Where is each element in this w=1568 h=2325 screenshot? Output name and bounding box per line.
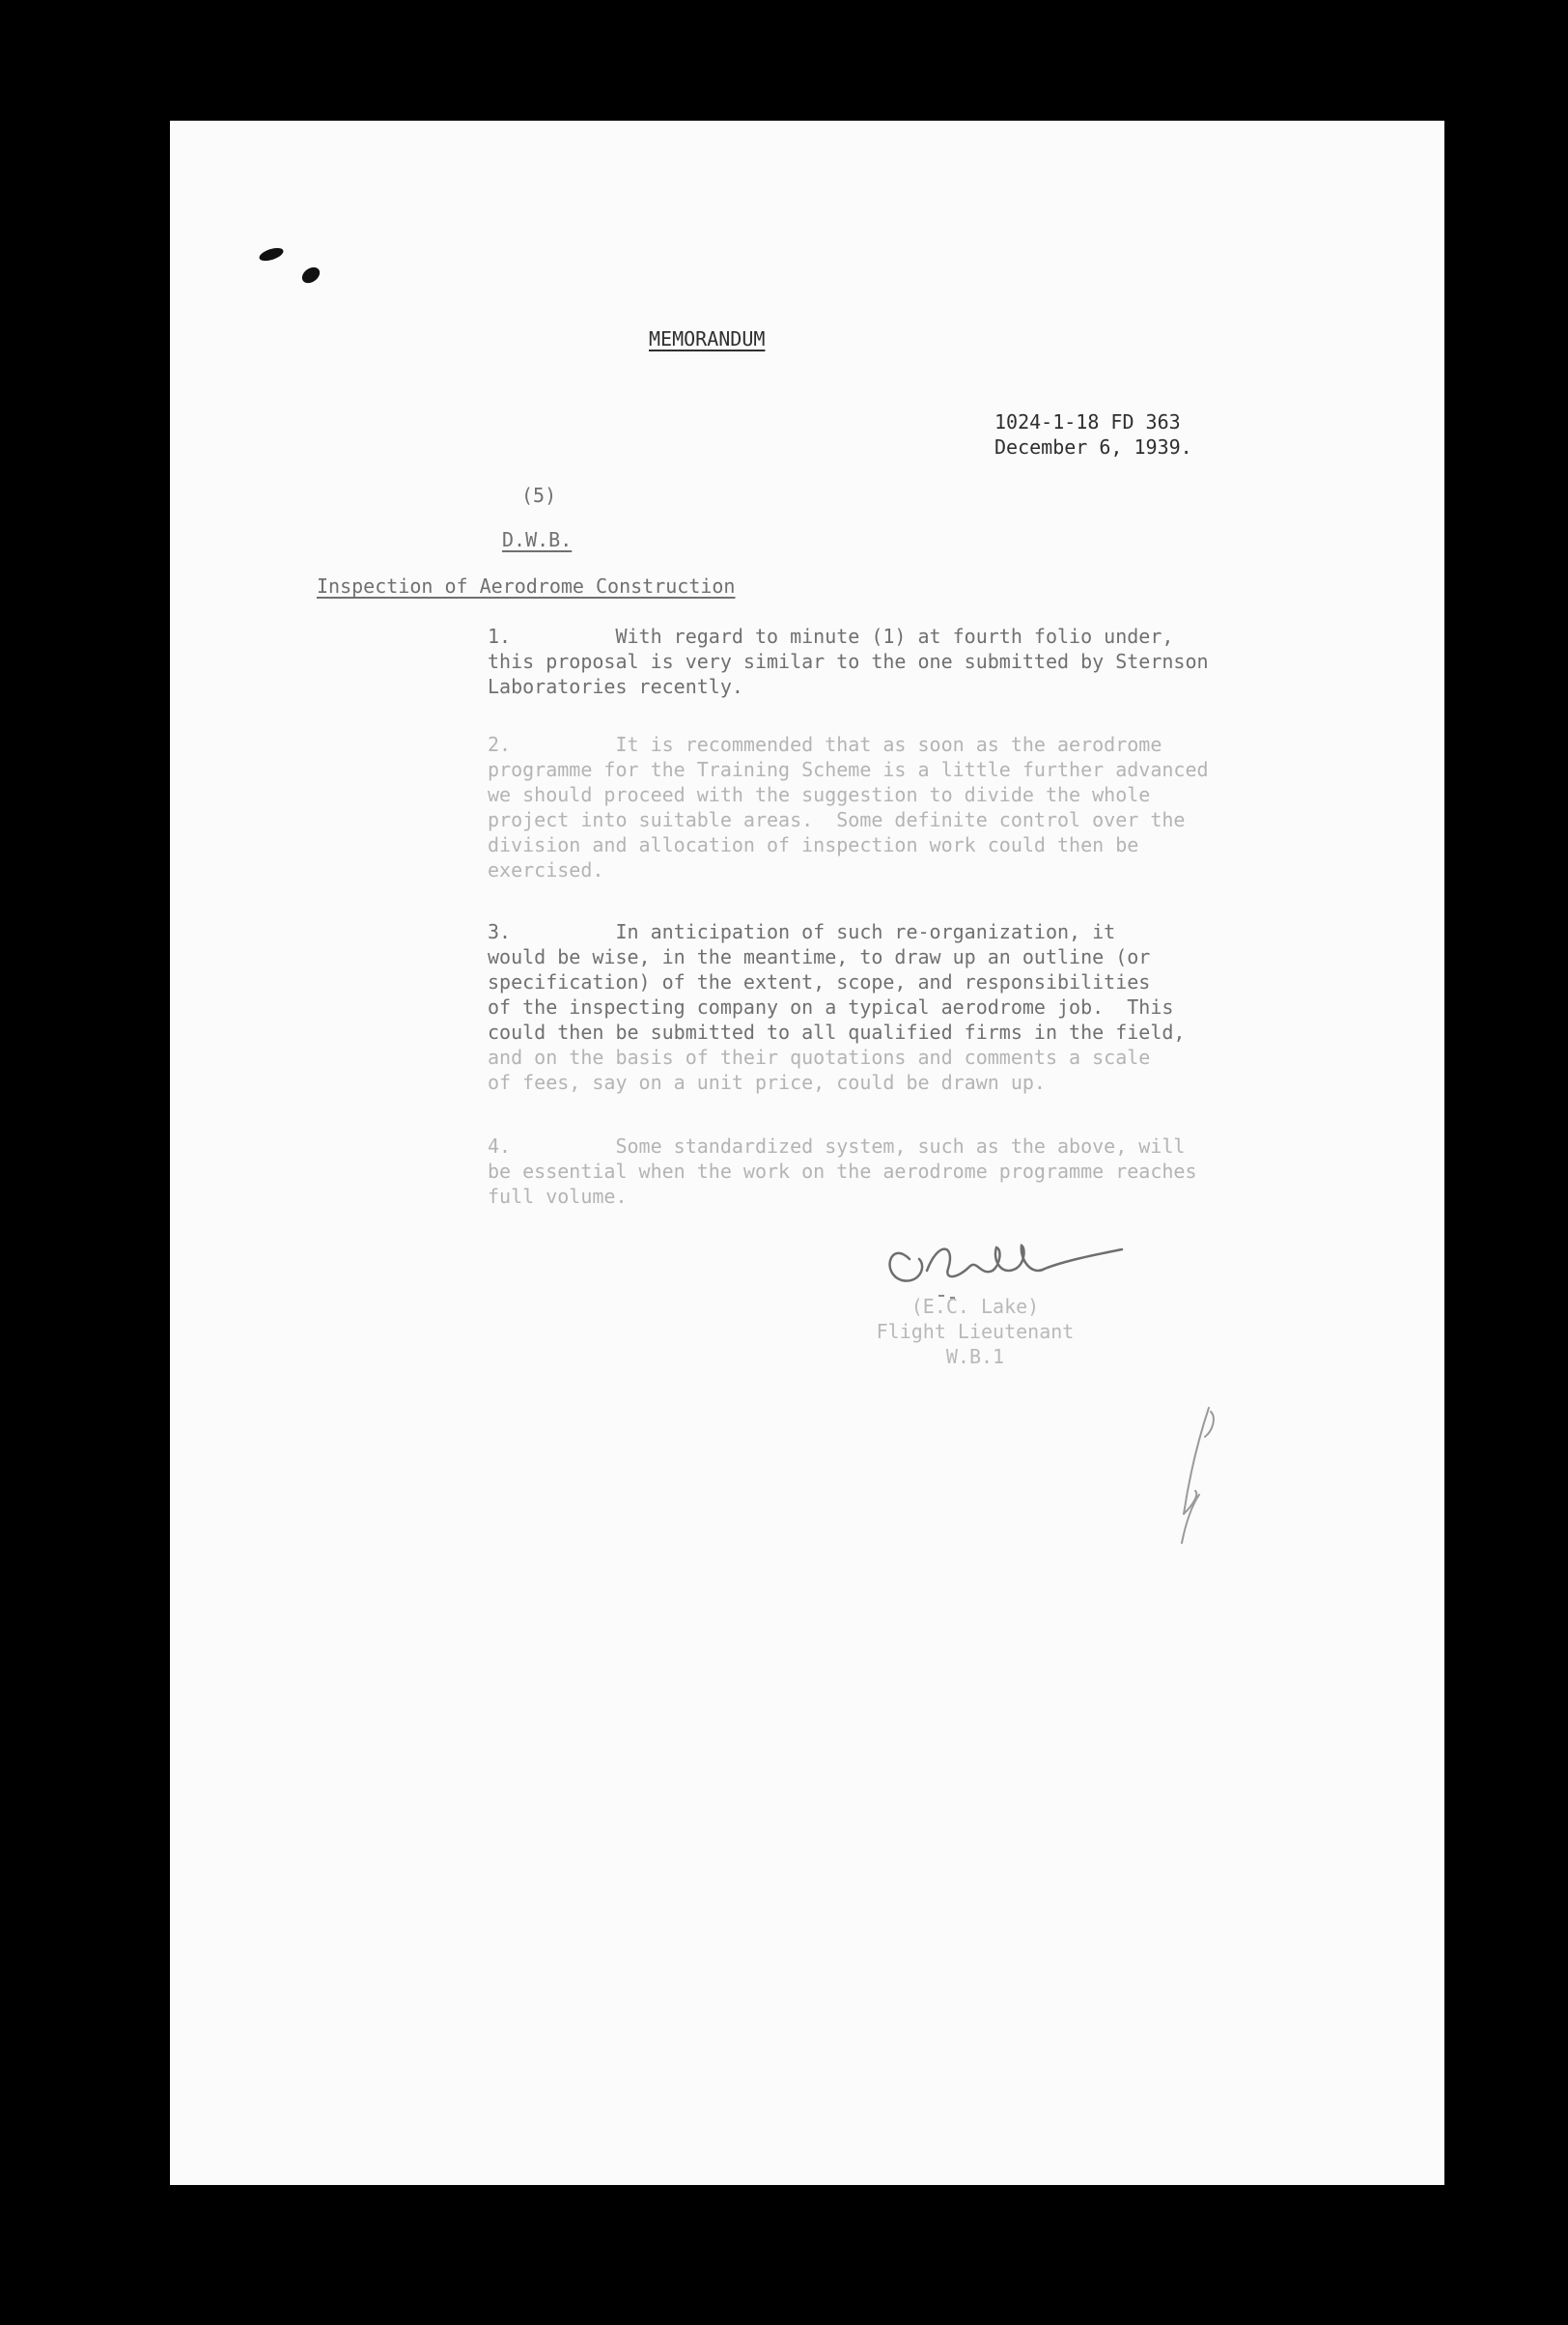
paragraph-line: would be wise, in the meantime, to draw up an outline (or — [488, 945, 1151, 968]
paragraph-line: full volume. — [488, 1185, 628, 1208]
paragraph-line: Laboratories recently. — [488, 675, 743, 698]
paragraph-1 — [488, 624, 1337, 699]
subject-line: Inspection of Aerodrome Construction — [317, 574, 736, 598]
paragraph-line: could then be submitted to all qualified firms in the field, — [488, 1021, 1186, 1044]
minute-number: (5) — [521, 484, 557, 507]
file-reference: 1024-1-18 FD 363 — [994, 410, 1181, 434]
paragraph-line: this proposal is very similar to the one submitted by Sternson — [488, 650, 1209, 673]
paragraph-2 — [488, 732, 1337, 882]
paragraph-line: 1. With regard to minute (1) at fourth folio under, — [488, 625, 1174, 648]
paragraph-line: of the inspecting company on a typical aerodrome job. This — [488, 995, 1174, 1019]
handwritten-initials — [1170, 1398, 1238, 1553]
paragraph-line: of fees, say on a unit price, could be drawn up. — [488, 1071, 1046, 1094]
paragraph-3 — [488, 919, 1337, 1095]
signatory-name: (E.C. Lake) — [910, 1295, 1040, 1318]
signatory-rank: Flight Lieutenant — [876, 1320, 1075, 1343]
paragraph-line: and on the basis of their quotations and comments a scale — [488, 1046, 1151, 1069]
paragraph-line: division and allocation of inspection work could then be — [488, 833, 1139, 856]
signatory-office: W.B.1 — [945, 1345, 1005, 1368]
addressee: D.W.B. — [502, 528, 573, 551]
memo-title: MEMORANDUM — [649, 327, 766, 350]
memo-date: December 6, 1939. — [994, 435, 1192, 459]
paragraph-line: be essential when the work on the aerodrome programme reaches — [488, 1160, 1197, 1183]
paragraph-line: 4. Some standardized system, such as the above, will — [488, 1134, 1186, 1158]
paragraph-line: project into suitable areas. Some definite control over the — [488, 808, 1186, 831]
paragraph-line: 3. In anticipation of such re-organization, it — [488, 920, 1116, 943]
paragraph-line: programme for the Training Scheme is a little further advanced — [488, 758, 1209, 781]
paragraph-4 — [488, 1134, 1337, 1209]
paragraph-line: specification) of the extent, scope, and responsibilities — [488, 970, 1151, 994]
signature-block — [850, 1294, 1101, 1369]
paragraph-line: exercised. — [488, 858, 604, 882]
paragraph-line: we should proceed with the suggestion to divide the whole — [488, 783, 1151, 806]
paragraph-line: 2. It is recommended that as soon as the aerodrome — [488, 733, 1162, 756]
